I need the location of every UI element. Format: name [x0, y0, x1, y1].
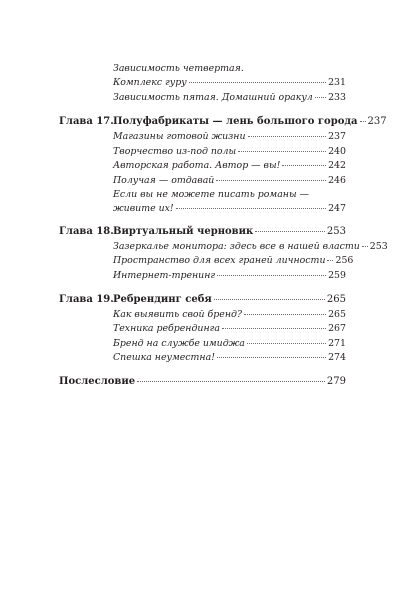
chapter-label: Глава 17. [59, 116, 114, 127]
toc-entry-title: Магазины готовой жизни [113, 131, 246, 142]
toc-entry-title: Как выявить свой бренд? [113, 309, 242, 320]
toc-entry-title: Если вы не можете писать романы — [113, 189, 309, 200]
dot-leader [217, 275, 326, 276]
toc-entry-page: 256 [335, 255, 354, 266]
toc-entry [113, 338, 346, 350]
chapter-heading [59, 294, 346, 306]
dot-leader [189, 82, 326, 83]
toc-entry [113, 309, 346, 321]
toc-entry-title: Интернет-тренинг [113, 270, 216, 281]
toc-entry [113, 255, 354, 267]
chapter-heading [59, 116, 387, 128]
chapter-label: Глава 18. [59, 226, 114, 237]
toc-entry-title: Техника ребрендинга [113, 323, 220, 334]
toc-entry-page: 231 [328, 77, 346, 88]
dot-leader [360, 121, 366, 122]
toc-entry-title: Комплекс гуру [113, 77, 187, 88]
dot-leader [248, 136, 327, 137]
dot-leader [137, 381, 325, 382]
chapter-page: 253 [326, 226, 346, 237]
toc-entry-page: 265 [328, 309, 346, 320]
toc-entry-title: Авторская работа. Автор — вы! [113, 160, 281, 171]
toc-entry-title: Получая — отдавай [113, 175, 215, 186]
toc-entry-page: 237 [328, 131, 346, 142]
toc-entry-title: Зависимость пятая. Домашний оракул [113, 92, 313, 103]
dot-leader [222, 328, 326, 329]
toc-entry-page: 259 [328, 270, 346, 281]
chapter-heading [59, 226, 346, 238]
afterword-entry [59, 376, 346, 388]
toc-entry-page: 271 [328, 338, 346, 349]
toc-entry-page: 246 [328, 175, 346, 186]
toc-entry-page: 253 [369, 241, 388, 252]
toc-entry-page: 233 [328, 92, 346, 103]
toc-entry [113, 189, 346, 201]
chapter-label: Глава 19. [59, 294, 114, 305]
toc-entry [113, 352, 346, 364]
dot-leader [217, 357, 326, 358]
toc-entry-title: Зазеркалье монитора: здесь все в нашей власти [113, 241, 360, 252]
toc-entry [113, 203, 346, 215]
dot-leader [176, 208, 326, 209]
toc-entry-title: Зависимость четвертая. [113, 63, 244, 74]
toc-entry [113, 77, 346, 89]
chapter-title: Ребрендинг себя [113, 294, 212, 305]
afterword-page: 279 [326, 376, 346, 387]
toc-entry [113, 323, 346, 335]
toc-entry-title: Творчество из-под полы [113, 146, 237, 157]
afterword-title: Послесловие [59, 376, 136, 387]
dot-leader [214, 299, 325, 300]
toc-entry-page: 267 [328, 323, 346, 334]
toc-entry [113, 146, 346, 158]
chapter-title: Полуфабрикаты — лень большого города [113, 116, 358, 127]
toc-entry-title: живите их! [113, 203, 174, 214]
toc-entry [113, 131, 346, 143]
toc-entry-page: 274 [328, 352, 346, 363]
dot-leader [362, 246, 368, 247]
toc-entry-page: 240 [328, 146, 346, 157]
toc-entry [113, 270, 346, 282]
toc-entry-page: 242 [328, 160, 346, 171]
dot-leader [247, 343, 326, 344]
toc-entry [113, 92, 346, 104]
dot-leader [315, 97, 326, 98]
dot-leader [327, 260, 333, 261]
toc-entry [113, 175, 346, 187]
chapter-page: 237 [367, 116, 387, 127]
toc-entry-title: Пространство для всех граней личности [113, 255, 326, 266]
dot-leader [238, 151, 326, 152]
chapter-page: 265 [326, 294, 346, 305]
dot-leader [282, 165, 326, 166]
dot-leader [216, 180, 326, 181]
toc-entry-page: 247 [328, 203, 346, 214]
toc-entry [113, 241, 388, 253]
dot-leader [255, 231, 325, 232]
toc-entry-title: Бренд на службе имиджа [113, 338, 245, 349]
toc-entry-title: Спешка неуместна! [113, 352, 215, 363]
dot-leader [244, 314, 326, 315]
toc-entry [113, 160, 346, 172]
toc-entry [113, 63, 346, 75]
chapter-title: Виртуальный черновик [113, 226, 254, 237]
